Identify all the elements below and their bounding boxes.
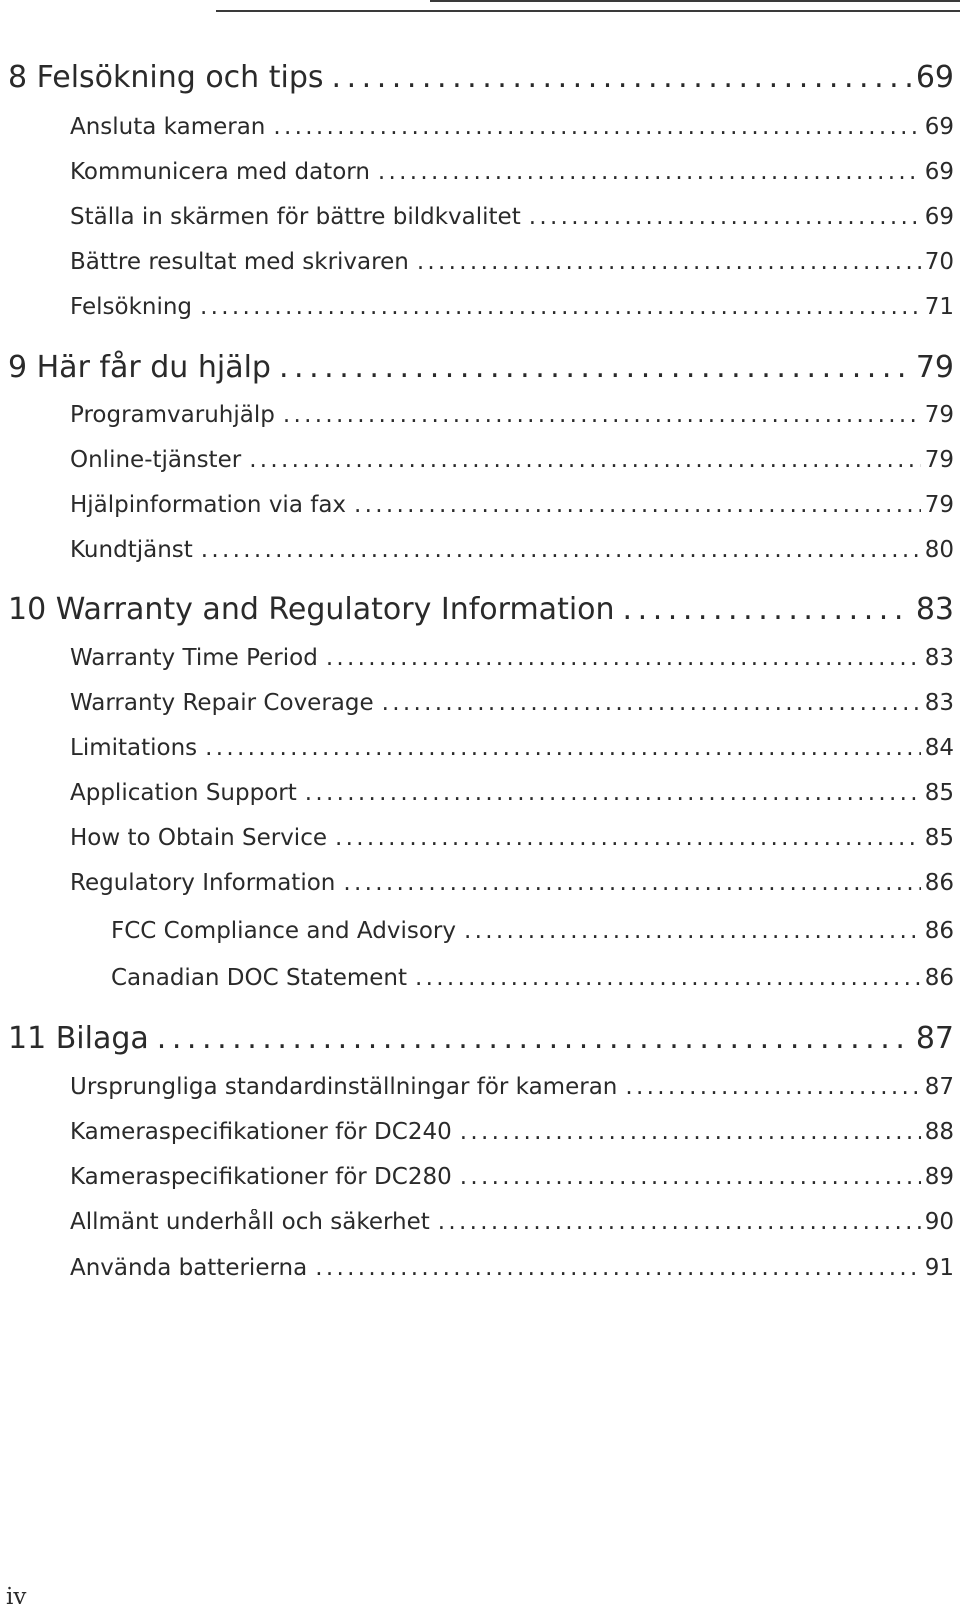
toc-entry[interactable] [70, 1119, 954, 1151]
toc-entry[interactable] [70, 645, 954, 677]
dot-leader [464, 918, 921, 944]
dot-leader [438, 1209, 921, 1235]
toc-entry[interactable] [70, 870, 954, 902]
toc-entry-title: Ställa in skärmen för bättre bildkvalitet [70, 204, 521, 230]
toc-chapter-title: 11 Bilaga [8, 1021, 149, 1056]
toc-entry-title: Regulatory Information [70, 870, 336, 896]
toc-entry[interactable] [70, 159, 954, 191]
toc-entry[interactable] [70, 1074, 954, 1106]
dot-leader [332, 60, 912, 95]
toc-page-number: 85 [924, 825, 954, 851]
header-rule-short [430, 0, 960, 2]
toc-page-number: 83 [915, 592, 954, 627]
dot-leader [460, 1164, 921, 1190]
toc-entry-title: FCC Compliance and Advisory [111, 918, 456, 944]
toc-page-number: 69 [924, 204, 954, 230]
toc-entry[interactable] [70, 825, 954, 857]
toc-page-number: 83 [924, 690, 954, 716]
toc-entry-title: Ursprungliga standardinställningar för kameran [70, 1074, 618, 1100]
toc-entry-title: Felsökning [70, 294, 193, 320]
toc-page-number: 79 [915, 350, 954, 385]
toc-page-number: 87 [915, 1021, 954, 1056]
dot-leader [460, 1119, 921, 1145]
toc-page-number: 69 [924, 159, 954, 185]
toc-entry[interactable] [70, 249, 954, 281]
toc-page-number: 84 [924, 735, 954, 761]
dot-leader [205, 735, 921, 761]
toc-page-number: 86 [924, 918, 954, 944]
toc-chapter-title: 10 Warranty and Regulatory Information [8, 592, 615, 627]
toc-entry[interactable] [70, 537, 954, 569]
toc-page-number: 79 [924, 402, 954, 428]
toc-subentry[interactable] [111, 965, 954, 997]
toc-entry-title: Online-tjänster [70, 447, 242, 473]
dot-leader [417, 249, 921, 275]
toc-page-number: 69 [915, 60, 954, 95]
toc-page-number: 88 [924, 1119, 954, 1145]
dot-leader [378, 159, 921, 185]
toc-entry-title: Limitations [70, 735, 198, 761]
toc-page-number: 79 [924, 492, 954, 518]
dot-leader [249, 447, 921, 473]
dot-leader [273, 114, 920, 140]
toc-page-number: 85 [924, 780, 954, 806]
toc-page-number: 86 [924, 870, 954, 896]
toc-chapter-11[interactable] [8, 1021, 954, 1061]
toc-entry[interactable] [70, 690, 954, 722]
dot-leader [335, 825, 921, 851]
toc-chapter-title: 9 Här får du hjälp [8, 350, 271, 385]
dot-leader [201, 537, 921, 563]
toc-entry-title: Warranty Time Period [70, 645, 318, 671]
dot-leader [415, 965, 921, 991]
dot-leader [343, 870, 920, 896]
toc-entry[interactable] [70, 1209, 954, 1241]
dot-leader [279, 350, 912, 385]
toc-entry[interactable] [70, 294, 954, 326]
dot-leader [157, 1021, 912, 1056]
toc-entry-title: How to Obtain Service [70, 825, 327, 851]
toc-entry[interactable] [70, 1255, 954, 1287]
toc-entry-title: Kommunicera med datorn [70, 159, 370, 185]
toc-page-number: 89 [924, 1164, 954, 1190]
toc-page-number: 90 [924, 1209, 954, 1235]
toc-entry-title: Application Support [70, 780, 297, 806]
toc-chapter-9[interactable] [8, 350, 954, 390]
dot-leader [315, 1255, 921, 1281]
toc-entry[interactable] [70, 114, 954, 146]
toc-chapter-title: 8 Felsökning och tips [8, 60, 324, 95]
toc-entry-title: Canadian DOC Statement [111, 965, 408, 991]
dot-leader [623, 592, 912, 627]
dot-leader [283, 402, 921, 428]
dot-leader [354, 492, 921, 518]
toc-entry-title: Kameraspecifikationer för DC280 [70, 1164, 452, 1190]
dot-leader [382, 690, 921, 716]
toc-entry[interactable] [70, 735, 954, 767]
toc-page-number: 91 [924, 1255, 954, 1281]
toc-page-number: 86 [924, 965, 954, 991]
page-number: iv [6, 1584, 27, 1610]
toc-entry[interactable] [70, 402, 954, 434]
toc-entry-title: Ansluta kameran [70, 114, 266, 140]
toc-entry[interactable] [70, 447, 954, 479]
toc-entry[interactable] [70, 492, 954, 524]
toc-chapter-8[interactable] [8, 60, 954, 100]
toc-subentry[interactable] [111, 918, 954, 950]
dot-leader [529, 204, 921, 230]
toc-page-number: 83 [924, 645, 954, 671]
dot-leader [305, 780, 921, 806]
dot-leader [200, 294, 921, 320]
toc-entry[interactable] [70, 780, 954, 812]
dot-leader [625, 1074, 920, 1100]
toc-entry-title: Kameraspecifikationer för DC240 [70, 1119, 452, 1145]
toc-entry-title: Använda batterierna [70, 1255, 308, 1281]
header-rule [216, 10, 960, 12]
toc-page-number: 71 [924, 294, 954, 320]
toc-entry-title: Kundtjänst [70, 537, 193, 563]
toc-entry-title: Programvaruhjälp [70, 402, 275, 428]
dot-leader [326, 645, 921, 671]
toc-entry[interactable] [70, 1164, 954, 1196]
toc-chapter-10[interactable] [8, 592, 954, 632]
toc-entry[interactable] [70, 204, 954, 236]
toc-entry-title: Bättre resultat med skrivaren [70, 249, 409, 275]
toc-page-number: 70 [924, 249, 954, 275]
toc-entry-title: Hjälpinformation via fax [70, 492, 347, 518]
toc-page-number: 69 [924, 114, 954, 140]
toc-page-number: 80 [924, 537, 954, 563]
toc-page-number: 87 [924, 1074, 954, 1100]
toc-page-number: 79 [924, 447, 954, 473]
toc-entry-title: Warranty Repair Coverage [70, 690, 374, 716]
toc-entry-title: Allmänt underhåll och säkerhet [70, 1209, 430, 1235]
